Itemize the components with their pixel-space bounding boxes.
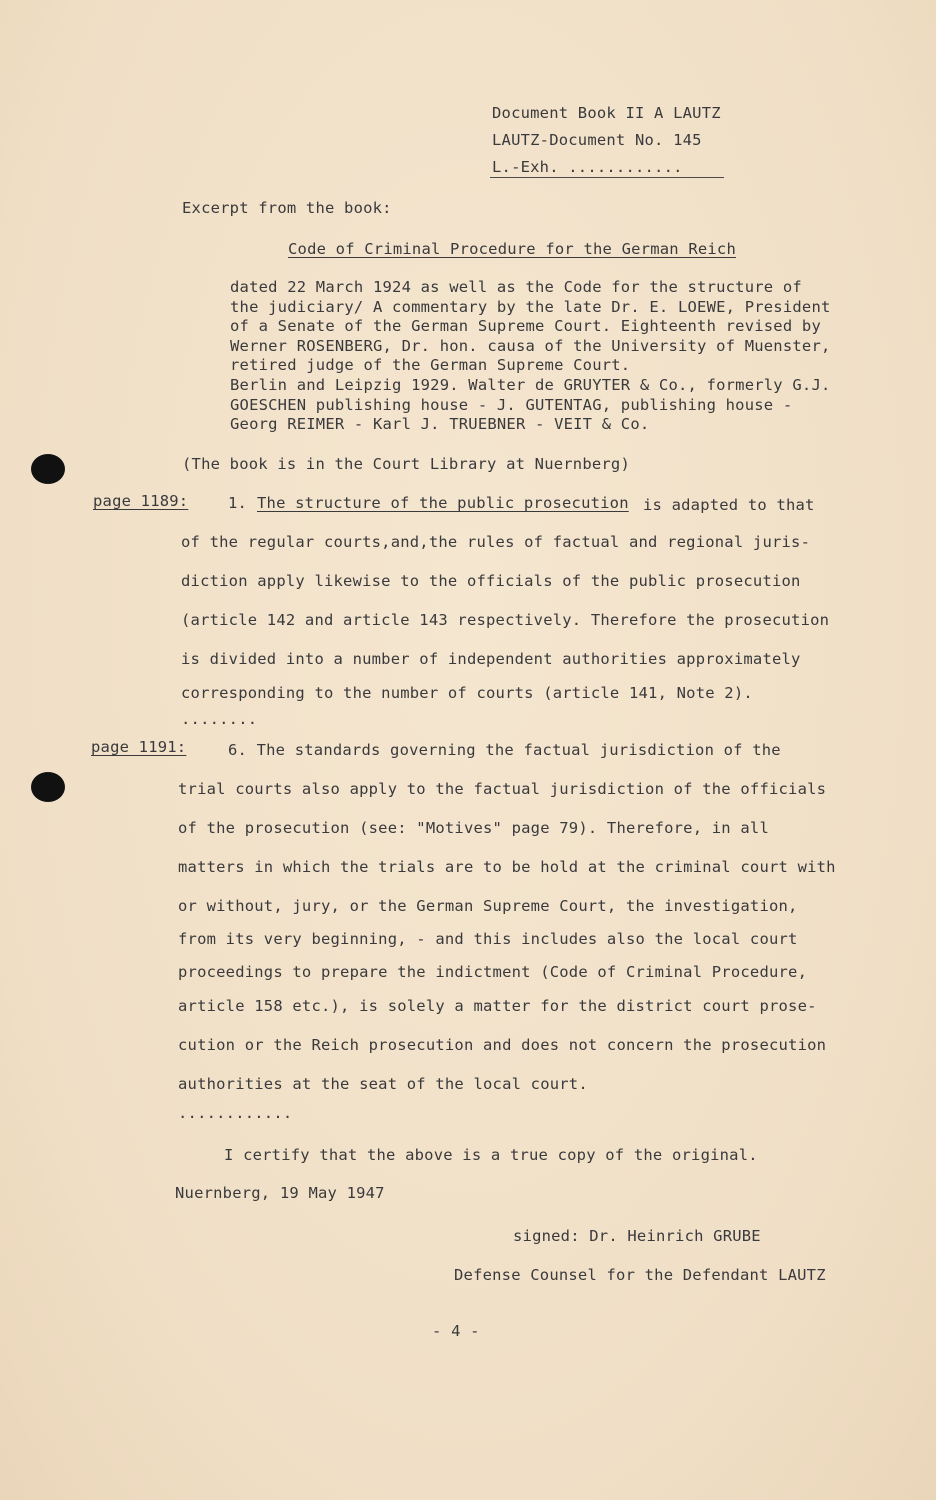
punch-hole-top xyxy=(31,454,65,484)
intro-text: Excerpt from the book: xyxy=(182,199,392,217)
section2-page-ref: page 1191: xyxy=(91,738,187,756)
book-detail-line: retired judge of the German Supreme Court. xyxy=(230,356,631,374)
section2-line: from its very beginning, - and this includes also the local court xyxy=(178,930,798,948)
header-exhibit: L.-Exh. ............ xyxy=(492,158,683,176)
section2-line: matters in which the trials are to be hold at the criminal court with xyxy=(178,858,836,876)
book-detail-line: Berlin and Leipzig 1929. Walter de GRUYTER & Co., formerly G.J. xyxy=(230,376,831,394)
section2-line: or without, jury, or the German Supreme Court, the investigation, xyxy=(178,897,798,915)
section2-first-line: 6. The standards governing the factual jurisdiction of the xyxy=(228,741,781,759)
section2-line: proceedings to prepare the indictment (Code of Criminal Procedure, xyxy=(178,963,808,981)
signer-role: Defense Counsel for the Defendant LAUTZ xyxy=(454,1266,826,1284)
place-date: Nuernberg, 19 May 1947 xyxy=(175,1184,385,1202)
section2-ellipsis: ............ xyxy=(178,1104,293,1122)
header-rule xyxy=(490,177,724,178)
section1-ellipsis: ........ xyxy=(181,710,258,728)
section1-line: of the regular courts,and,the rules of factual and regional juris- xyxy=(181,533,811,551)
page-number: - 4 - xyxy=(432,1322,480,1340)
book-title: Code of Criminal Procedure for the German Reich xyxy=(288,240,736,258)
section1-line: (article 142 and article 143 respectively. Therefore the prosecution xyxy=(181,611,830,629)
section1-first-rest: is adapted to that xyxy=(643,496,815,514)
book-detail-line: GOESCHEN publishing house - J. GUTENTAG, publishing house - xyxy=(230,396,793,414)
section2-line: authorities at the seat of the local court. xyxy=(178,1075,588,1093)
book-detail-line: dated 22 March 1924 as well as the Code for the structure of xyxy=(230,278,802,296)
section1-line: corresponding to the number of courts (article 141, Note 2). xyxy=(181,684,753,702)
section1-page-ref: page 1189: xyxy=(93,492,189,510)
book-detail-line: of a Senate of the German Supreme Court. Eighteenth revised by xyxy=(230,317,821,335)
book-detail-line: Georg REIMER - Karl J. TRUEBNER - VEIT & Co. xyxy=(230,415,650,433)
punch-hole-bottom xyxy=(31,772,65,802)
section2-line: cution or the Reich prosecution and does not concern the prosecution xyxy=(178,1036,827,1054)
section1-line: is divided into a number of independent authorities approximately xyxy=(181,650,801,668)
section1-line: diction apply likewise to the officials of the public prosecution xyxy=(181,572,801,590)
section1-underlined: The structure of the public prosecution xyxy=(257,494,629,512)
certification: I certify that the above is a true copy of the original. xyxy=(224,1146,758,1164)
header-doc-no: LAUTZ-Document No. 145 xyxy=(492,131,702,149)
library-note: (The book is in the Court Library at Nuernberg) xyxy=(182,455,630,473)
header-book: Document Book II A LAUTZ xyxy=(492,104,721,122)
section2-line: article 158 etc.), is solely a matter for the district court prose- xyxy=(178,997,817,1015)
book-detail-line: the judiciary/ A commentary by the late Dr. E. LOEWE, President xyxy=(230,298,831,316)
book-detail-line: Werner ROSENBERG, Dr. hon. causa of the University of Muenster, xyxy=(230,337,831,355)
section2-line: of the prosecution (see: "Motives" page 79). Therefore, in all xyxy=(178,819,769,837)
section1-number: 1. xyxy=(228,494,248,512)
section2-line: trial courts also apply to the factual jurisdiction of the officials xyxy=(178,780,827,798)
signature: signed: Dr. Heinrich GRUBE xyxy=(513,1227,761,1245)
